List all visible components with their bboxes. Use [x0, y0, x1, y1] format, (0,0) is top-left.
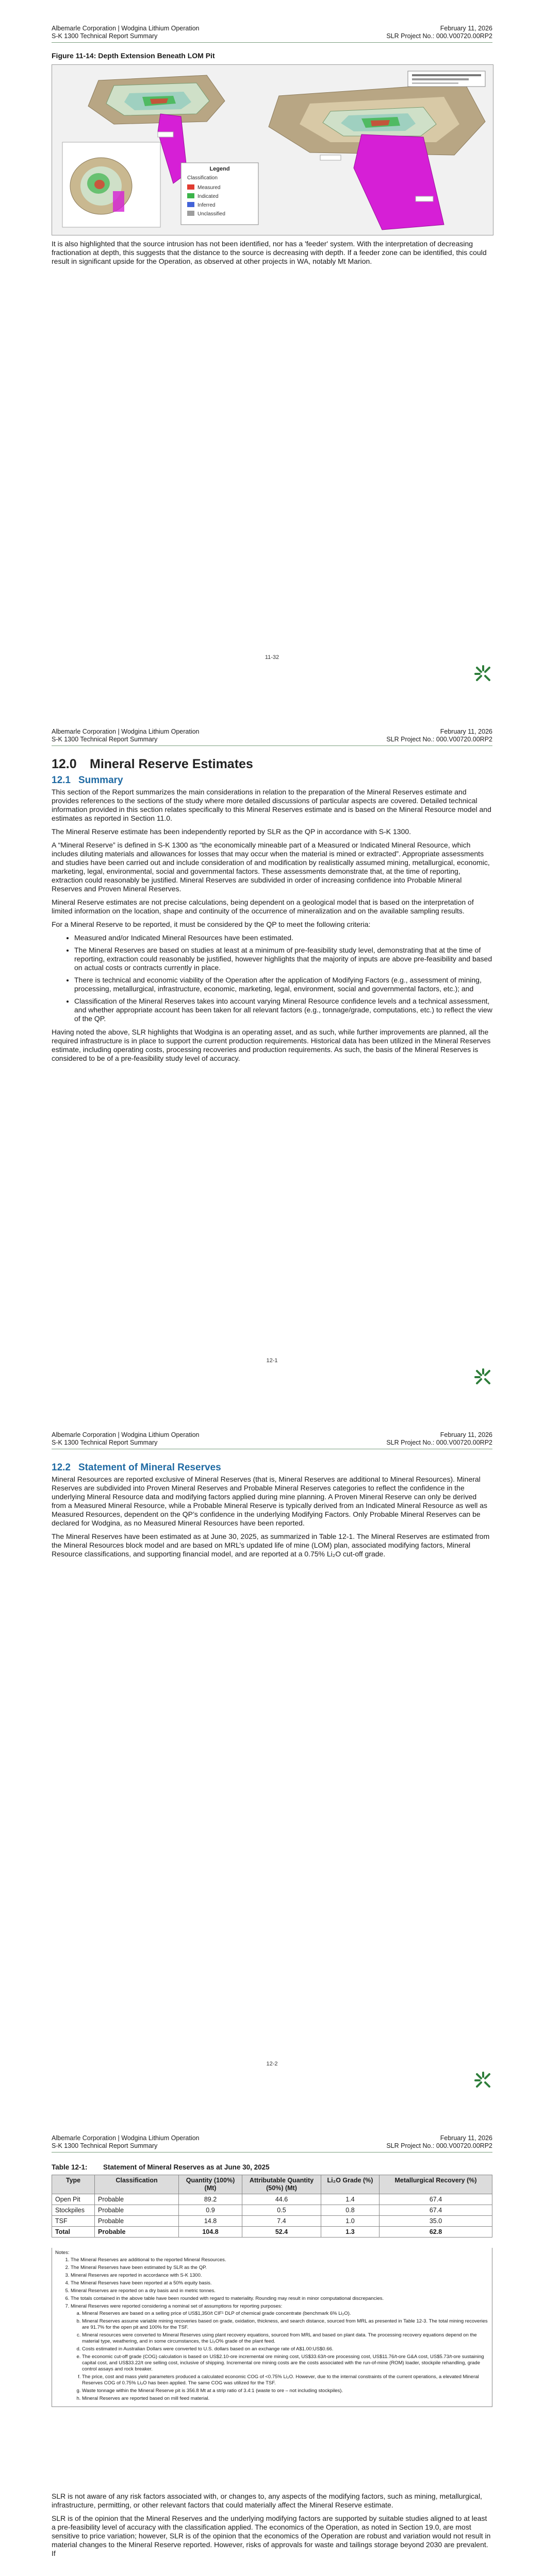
table-cell: 0.8	[321, 2205, 380, 2216]
figure-legend	[181, 163, 258, 225]
sub-note-item: a. Mineral Reserves are based on a selling price of US$1,350/t CIF¹ DLP of chemical grade concentrate (benchmark 6% Li₂O).	[82, 2311, 489, 2317]
column-header: Classification	[95, 2175, 179, 2194]
table-notes	[52, 2248, 492, 2407]
table-number: Table 12-1:	[52, 2163, 88, 2171]
legend-item-unclassified: Unclassified	[197, 211, 225, 217]
table-cell: 1.4	[321, 2194, 380, 2205]
legend-swatch-measured	[187, 184, 194, 190]
table-cell: Stockpiles	[52, 2205, 95, 2216]
page-number: 12-2	[266, 2061, 278, 2067]
notes-list	[55, 2257, 489, 2402]
section-number: 12.2	[52, 1462, 71, 1473]
section-title: Statement of Mineral Reserves	[78, 1462, 221, 1473]
list-item: • Measured and/or Indicated Mineral Resources have been estimated.	[74, 934, 492, 942]
table-cell: TSF	[52, 2216, 95, 2227]
note-item-text: Mineral Reserves were reported considering a nominal set of assumptions for reporting purposes:	[71, 2303, 283, 2309]
mineral-reserves-table	[52, 2175, 492, 2238]
header-project: SLR Project No.: 000.V00720.00RP2	[386, 1439, 492, 1446]
slr-logo-icon	[474, 1368, 492, 1386]
table-cell: Probable	[95, 2205, 179, 2216]
table-row	[52, 2194, 492, 2205]
table-cell: 89.2	[179, 2194, 242, 2205]
header-report: S-K 1300 Technical Report Summary	[52, 1439, 158, 1446]
paragraph: The Mineral Reserve estimate has been independently reported by SLR as the QP in accordance with S-K 1300.	[52, 827, 411, 836]
sub-note-item: e. The economic cut-off grade (COG) calculation is based on US$2.10-ore incremental ore mining cost, US$33.63/t-ore processing cost, US$11.76/t-ore G&A cost, US$5.73/t-ore sustaining capital cost, and US$33.22/t ore selling cost, inclusive of shipping. Incremental ore mining costs are the costs associated with the run-of-mine (ROM) loader, stockpile rehandling, grade control assays and rock breaker.	[82, 2354, 489, 2372]
body-section	[52, 757, 492, 1067]
column-header: Type	[52, 2175, 95, 2194]
paragraph: A “Mineral Reserve” is defined in S-K 1300 as “the economically mineable part of a Measured or Indicated Mineral Resource, which includes diluting materials and allowances for losses that may occur when the material is mined or extracted”. Appropriate assessments and studies have been carried out and include consideration of and modification by realistically assumed mining, metallurgical, economic, marketing, legal, environmental, social and governmental factors. These assessments demonstrate that, at the time of reporting, extraction could reasonably be justified. Mineral Reserves are subdivided in order of increasing confidence into Probable Mineral Reserves and Proven Mineral Reserves.	[52, 841, 490, 893]
header-project: SLR Project No.: 000.V00720.00RP2	[386, 2142, 492, 2149]
paragraph: SLR is not aware of any risk factors associated with, or changes to, any aspects of the modifying factors, such as mining, metallurgical, infrastructure, permitting, or other relevant factors that could materially affect the Mineral Reserve estimate.	[52, 2492, 482, 2509]
paragraph: This section of the Report summarizes the main considerations in relation to the preparation of the Mineral Reserves estimate and provides references to the sections of the study where more detailed discussions of particular aspects are covered. Detailed technical information provided in this section relates specifically to this Mineral Reserves estimate and is based on the Mineral Resource model and estimates as reported in Section 11.0.	[52, 788, 491, 822]
sub-note-item: g. Waste tonnage within the Mineral Reserve pit is 356.8 Mt at a strip ratio of 3.4:1 (waste to ore – not including stockpiles).	[82, 2388, 489, 2394]
legend-item-inferred: Inferred	[197, 202, 216, 208]
table-cell: Probable	[95, 2194, 179, 2205]
table-cell: Probable	[95, 2216, 179, 2227]
header-rule	[52, 745, 492, 746]
table-cell: 52.4	[242, 2227, 321, 2238]
table-cell: Open Pit	[52, 2194, 95, 2205]
page-number: 12-1	[266, 1358, 278, 1364]
header-report: S-K 1300 Technical Report Summary	[52, 736, 158, 743]
page-number: 11-32	[265, 654, 279, 660]
sub-note-item: b. Mineral Reserves assume variable mining recoveries based on grade, oxidation, thickness, and search distance, sourced from MRL as presented in Table 12-3. The total mining recoveries are 91.7% for the open pit and 100% for the TSF.	[82, 2318, 489, 2331]
sub-notes-list	[71, 2311, 489, 2402]
header-date: February 11, 2026	[440, 728, 492, 735]
table-row	[52, 2205, 492, 2216]
notes-title: Notes:	[55, 2250, 70, 2256]
slr-logo-icon	[474, 2071, 492, 2090]
header-rule	[52, 42, 492, 43]
header-project: SLR Project No.: 000.V00720.00RP2	[386, 736, 492, 743]
paragraph: It is also highlighted that the source intrusion has not been identified, nor has a 'feeder' system. With the interpretation of decreasing fractionation at depth, this suggests that the distance to the source is decreasing with depth. If a feeder zone can be identified, this could result in significant upside for the Operation, as observed at other projects in WA, notably Mt Marion.	[52, 240, 487, 265]
chapter-title: Mineral Reserve Estimates	[90, 757, 253, 771]
body-section	[52, 1463, 492, 1563]
sub-note-item: f. The price, cost and mass yield parameters produced a calculated economic COG of <0.75% Li₂O. However, due to the internal constraints of the current operations, a elevated Mineral Reserves COG of 0.75% Li₂O has been applied. The same COG was utilized for the TSF.	[82, 2374, 489, 2386]
slr-logo-icon	[474, 665, 492, 683]
legend-swatch-unclassified	[187, 211, 194, 216]
table-header-row	[52, 2175, 492, 2194]
header-company: Albemarle Corporation | Wodgina Lithium Operation	[52, 25, 200, 32]
header-date: February 11, 2026	[440, 25, 492, 32]
table-cell: 1.0	[321, 2216, 380, 2227]
column-header: Metallurgical Recovery (%)	[380, 2175, 492, 2194]
paragraph: Mineral Reserve estimates are not precise calculations, being dependent on a geological model that is based on the interpretation of limited information on the location, shape and continuity of the occurrence of mineralization and on the available sampling results.	[52, 898, 474, 915]
section-title: Summary	[78, 775, 123, 786]
header-company: Albemarle Corporation | Wodgina Lithium Operation	[52, 1431, 200, 1438]
sub-note-item: c. Mineral resources were converted to Mineral Reserves using plant recovery equations, sourced from MRL and based on plant data. The processing recovery equations depend on the material type, weathering, and in some circumstances, the Li₂O% grade of the plant feed.	[82, 2332, 489, 2345]
table-cell: 67.4	[380, 2194, 492, 2205]
paragraph: Mineral Resources are reported exclusive of Mineral Reserves (that is, Mineral Reserves are additional to Mineral Resources). Mineral Reserves are subdivided into Proven Mineral Reserves and Probable Mineral Reserves categories to reflect the confidence in the underlying Mineral Resource data and modifying factors applied during mine planning. A Proven Mineral Reserve can only be derived from a Measured Mineral Resource, while a Probable Mineral Reserve is typically derived from an Indicated Mineral Resource as well as Measured Resources, dependent on the QP’s confidence in the underlying Modifying Factors. Only Probable Mineral Reserves can be declared for Wodgina, as no Measured Mineral Resources have been reported.	[52, 1475, 488, 1527]
column-header: Attributable Quantity (50%) (Mt)	[242, 2175, 321, 2194]
figure-title: Figure 11-14: Depth Extension Beneath LOM Pit	[52, 52, 215, 60]
chapter-number: 12.0	[52, 757, 77, 771]
paragraph: The Mineral Reserves have been estimated as at June 30, 2025, as summarized in Table 12-1. The Mineral Reserves are estimated from the Mineral Resources block model and are based on MRL’s updated life of mine (LOM) plan, associated modifying factors, Mineral Resource classifications, and supporting financial model, and are reported at a 0.75% Li₂O cut-off grade.	[52, 1532, 490, 1558]
table-cell: 67.4	[380, 2205, 492, 2216]
depth-extension-figure	[52, 64, 493, 235]
note-item: 6. The totals contained in the above table have been rounded with regard to materiality. Rounding may result in minor computational discrepancies.	[71, 2296, 489, 2302]
section-heading	[52, 1463, 492, 1472]
table-cell: 62.8	[380, 2227, 492, 2238]
table-cell: 0.5	[242, 2205, 321, 2216]
header-company: Albemarle Corporation | Wodgina Lithium Operation	[52, 728, 200, 735]
body-section	[52, 240, 492, 270]
header-date: February 11, 2026	[440, 1431, 492, 1438]
note-item: 5. Mineral Reserves are reported on a dry basis and in metric tonnes.	[71, 2288, 489, 2294]
table-cell: 44.6	[242, 2194, 321, 2205]
section-heading	[52, 776, 492, 785]
table-cell: 104.8	[179, 2227, 242, 2238]
header-report: S-K 1300 Technical Report Summary	[52, 2142, 158, 2149]
chapter-heading	[52, 757, 492, 771]
page-12-3	[0, 2110, 544, 2576]
depth-extension-graphic	[52, 65, 493, 235]
header-report: S-K 1300 Technical Report Summary	[52, 32, 158, 40]
header-date: February 11, 2026	[440, 2134, 492, 2142]
note-item: 2. The Mineral Reserves have been estimated by SLR as the QP.	[71, 2265, 489, 2271]
note-item: 1. The Mineral Reserves are additional to the reported Mineral Resources.	[71, 2257, 489, 2263]
plan-view-inset	[62, 142, 160, 227]
table-cell: Total	[52, 2227, 95, 2238]
paragraph: Having noted the above, SLR highlights that Wodgina is an operating asset, and as such, while further improvements are planned, all the required infrastructure is in place to support the current production requirements. Historical data has been utilized in the Mineral Reserves estimate, including operating costs, processing recoveries and production requirements. As such, the basis of the Mineral Reserves is considered to be of a pre-feasibility study level of accuracy.	[52, 1028, 491, 1062]
table-cell: 35.0	[380, 2216, 492, 2227]
list-item: • There is technical and economic viability of the Operation after the application of Modifying Factors (e.g., assessment of mining, processing, metallurgical, infrastructure, economic, marketing, legal, environment, social and governmental factors, etc.); and	[74, 976, 492, 993]
table-cell: 14.8	[179, 2216, 242, 2227]
sub-note-item: d. Costs estimated in Australian Dollars were converted to U.S. dollars based on an exchange rate of A$1.00:US$0.66.	[82, 2346, 489, 2352]
table-cell: 1.3	[321, 2227, 380, 2238]
header-project: SLR Project No.: 000.V00720.00RP2	[386, 32, 492, 40]
table-title	[52, 2163, 270, 2171]
sub-note-item: h. Mineral Reserves are reported based on mill feed material.	[82, 2396, 489, 2402]
list-item: • The Mineral Reserves are based on studies at least at a minimum of pre-feasibility study level, demonstrating that at the time of reporting, extraction could reasonably be justified, however highlights that the majority of inputs are above pre-feasibility and based on actual costs or contracts currently in place.	[74, 946, 492, 972]
table-total-row	[52, 2227, 492, 2238]
table-cell: Probable	[95, 2227, 179, 2238]
criteria-list	[52, 934, 492, 1023]
table-row	[52, 2216, 492, 2227]
header-rule	[52, 2152, 492, 2153]
legend-item-measured: Measured	[197, 185, 221, 191]
paragraph: SLR is of the opinion that the Mineral Reserves and the underlying modifying factors are supported by suitable studies aligned to at least a pre-feasibility level of accuracy with the classification applied. The economics of the Operation, as noted in Section 19.0, are most sensitive to price variation; however, SLR is of the opinion that the economics of the Operation are robust and variation would not result in material changes to the Mineral Reserve reported. However, risks of approvals for waste and tailings storage beyond 2030 are prevalent. If	[52, 2514, 491, 2557]
section-number: 12.1	[52, 775, 71, 786]
table-cell: 7.4	[242, 2216, 321, 2227]
table-cell: 0.9	[179, 2205, 242, 2216]
legend-swatch-inferred	[187, 202, 194, 207]
legend-swatch-indicated	[187, 193, 194, 198]
note-item: 4. The Mineral Reserves have been reported at a 50% equity basis.	[71, 2280, 489, 2286]
header-company: Albemarle Corporation | Wodgina Lithium Operation	[52, 2134, 200, 2142]
note-item: 3. Mineral Reserves are reported in accordance with S-K 1300.	[71, 2273, 489, 2279]
column-header: Quantity (100%) (Mt)	[179, 2175, 242, 2194]
page-12-2	[0, 1406, 544, 2110]
page-12-1	[0, 703, 544, 1406]
list-item: • Classification of the Mineral Reserves takes into account varying Mineral Resource confidence levels and a technical assessment, and whether appropriate account has been taken for all relevant factors (e.g., tonnage/grade, computations, etc.) to reflect the view of the QP.	[74, 997, 492, 1023]
legend-item-indicated: Indicated	[197, 194, 219, 199]
page-11-32	[0, 0, 544, 703]
legend-heading: Legend	[209, 166, 230, 172]
paragraph: For a Mineral Reserve to be reported, it must be considered by the QP to meet the following criteria:	[52, 920, 371, 928]
note-item	[71, 2303, 489, 2402]
body-section	[52, 2492, 492, 2563]
legend-title: Classification	[187, 175, 218, 181]
table-caption: Statement of Mineral Reserves as at June 30, 2025	[103, 2163, 270, 2171]
column-header: Li₂O Grade (%)	[321, 2175, 380, 2194]
